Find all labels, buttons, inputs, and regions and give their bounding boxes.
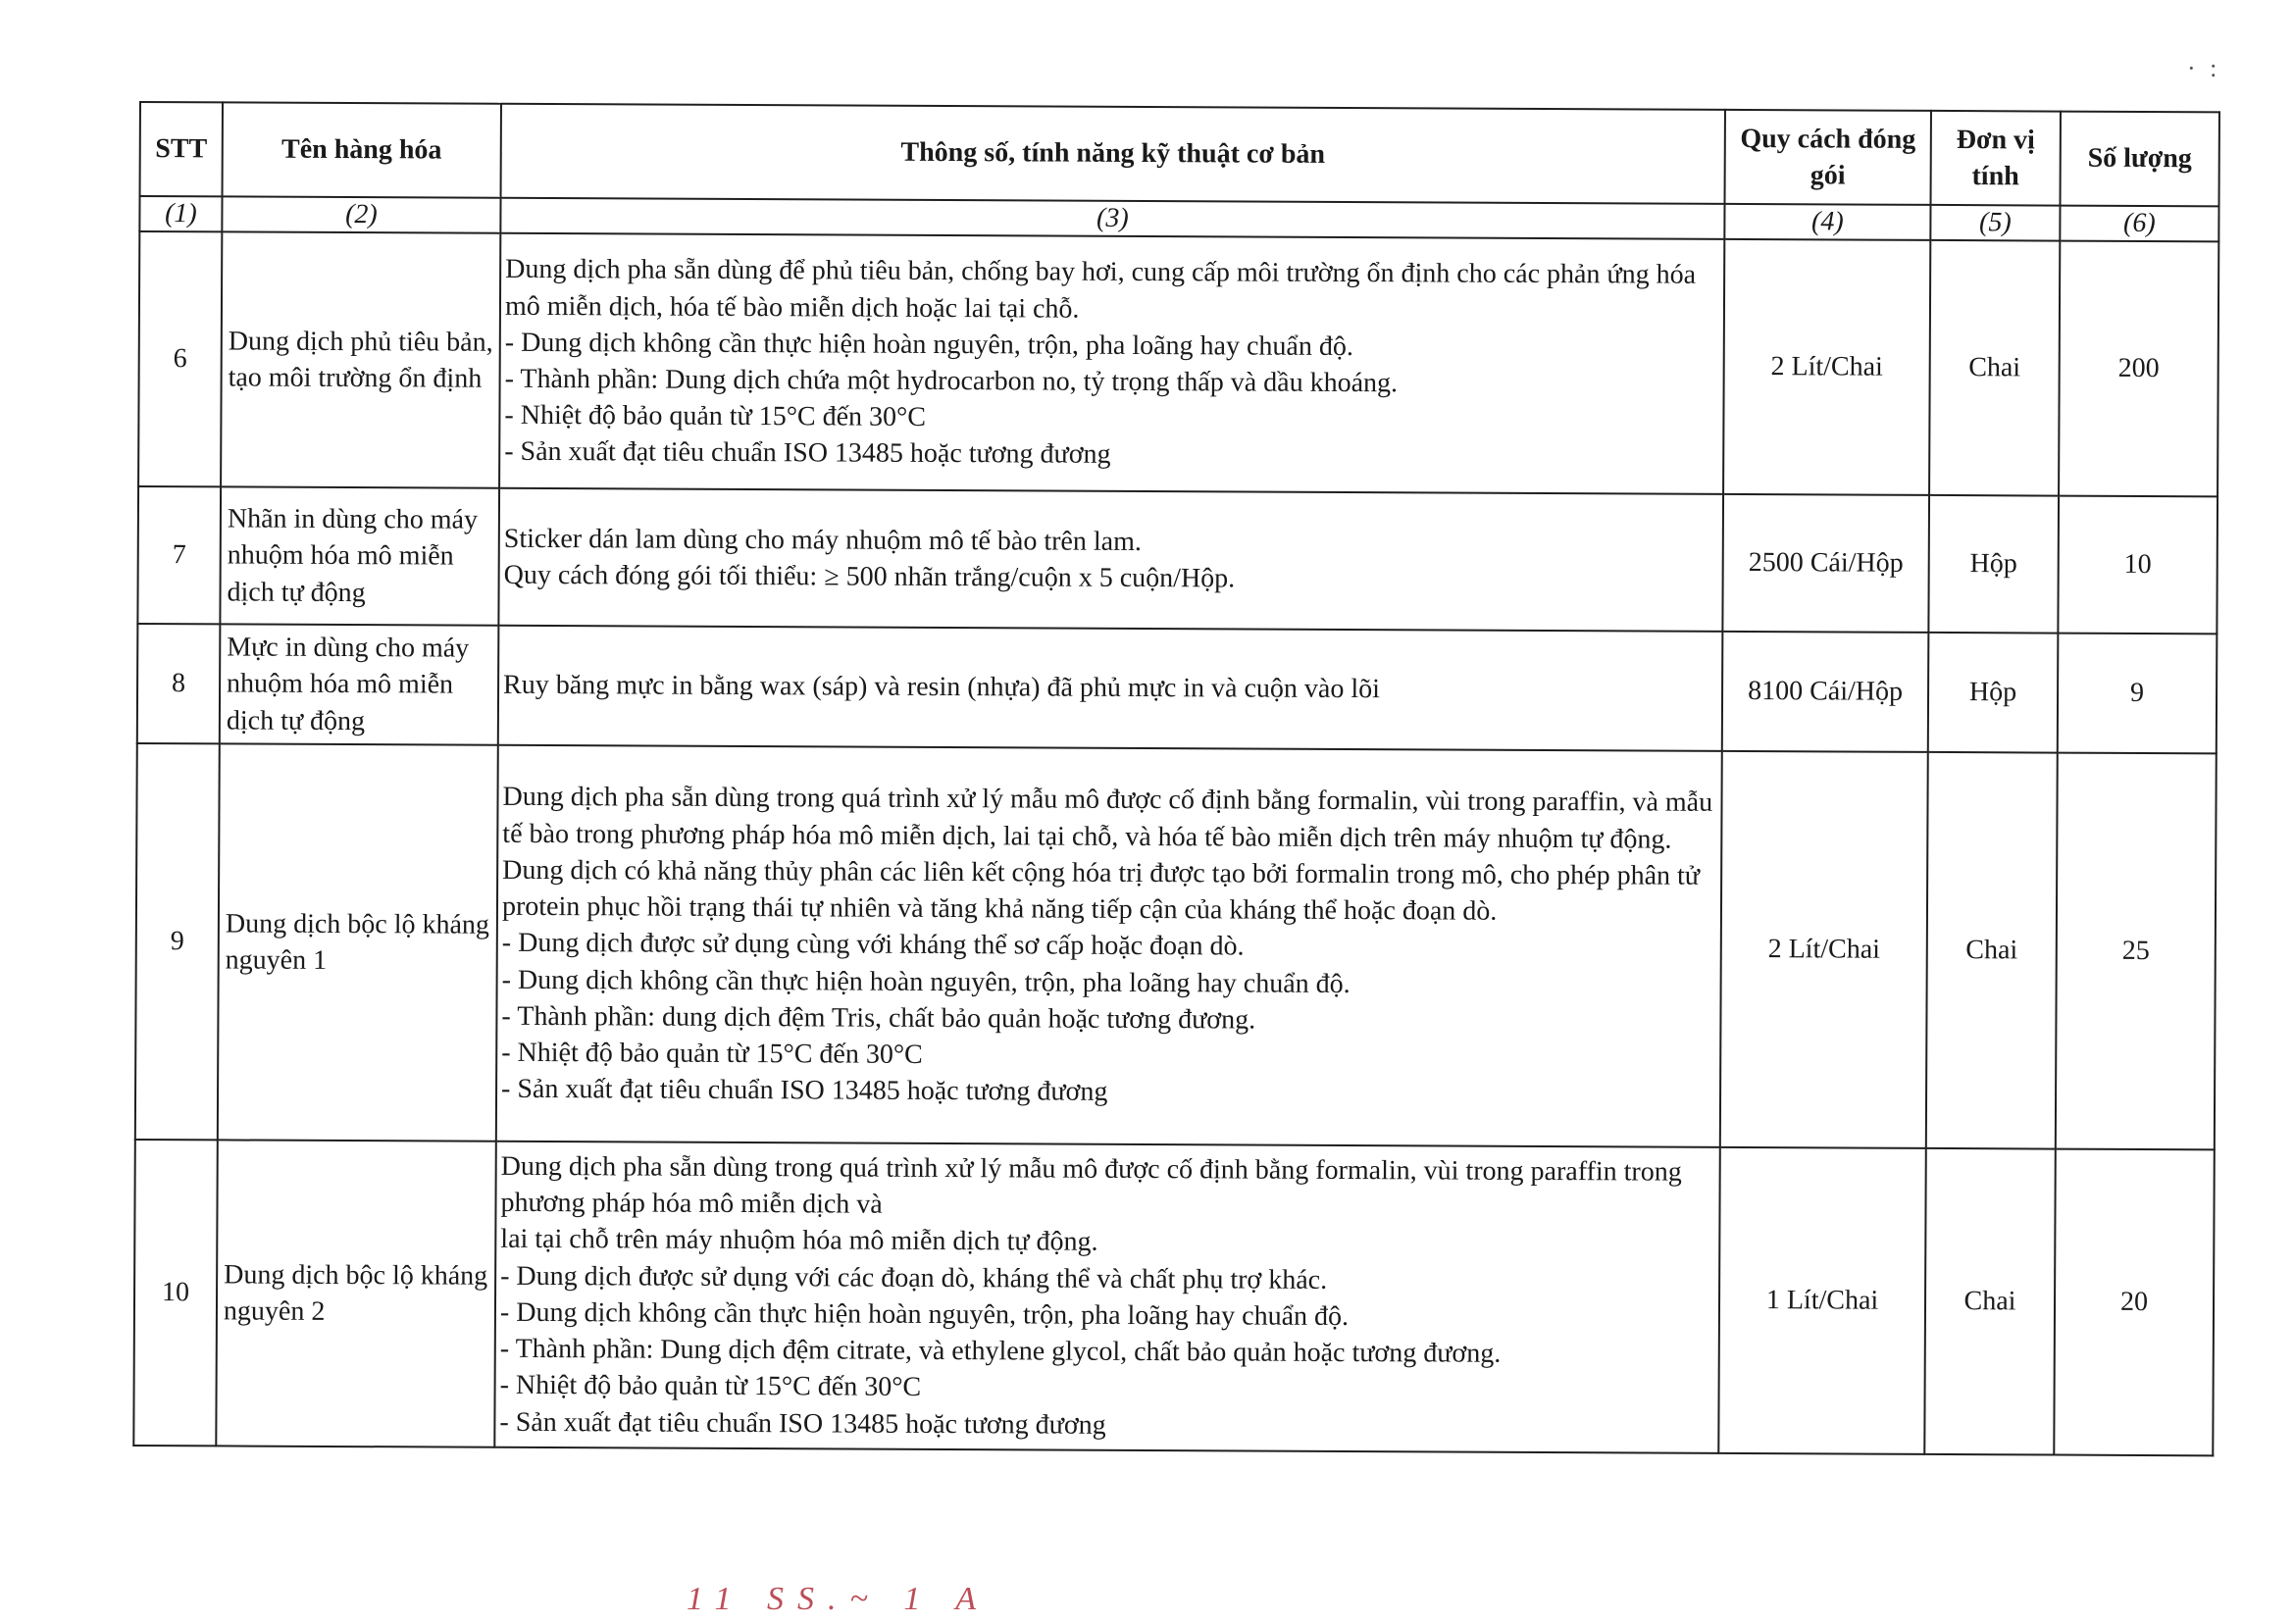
- row-pack: 2 Lít/Chai: [1723, 239, 1930, 495]
- table-row: [137, 624, 2218, 753]
- row-name: Dung dịch bộc lộ kháng nguyên 2: [216, 1140, 496, 1446]
- table-row: [137, 486, 2218, 634]
- spec-line: Dung dịch pha sẵn dùng để phủ tiêu bản, chống bay hơi, cung cấp môi trường ổn định cho các phản ứng hóa mô miễn dịch, hóa tế bào miễn dịch hoặc lai tại chỗ.: [504, 254, 1697, 325]
- col-number: (6): [2060, 206, 2218, 242]
- row-unit: Hộp: [1928, 495, 2059, 634]
- spec-line: - Dung dịch không cần thực hiện hoàn nguyên, trộn, pha loãng hay chuẩn độ.: [504, 327, 1353, 362]
- spec-line: - Thành phần: Dung dịch chứa một hydrocarbon no, tỷ trọng thấp và dầu khoáng.: [504, 363, 1399, 399]
- header-pack: Quy cách đóng gói: [1725, 110, 1931, 205]
- row-stt: 7: [137, 486, 221, 624]
- row-stt: 6: [138, 231, 222, 486]
- page-corner-mark: · :: [2187, 54, 2221, 82]
- row-name: Mực in dùng cho máy nhuộm hóa mô miễn dịch tự động: [220, 624, 499, 744]
- header-qty: Số lượng: [2061, 112, 2219, 207]
- table-row: [133, 1140, 2214, 1455]
- table-row: [138, 231, 2218, 496]
- row-name: Nhãn in dùng cho máy nhuộm hóa mô miễn dịch tự động: [220, 486, 499, 625]
- col-number: (2): [222, 196, 500, 232]
- header-spec: Thông số, tính năng kỹ thuật cơ bản: [501, 104, 1725, 204]
- row-spec: [498, 626, 1723, 751]
- spec-table: [132, 101, 2220, 1456]
- row-spec: [496, 745, 1722, 1147]
- spec-line: - Thành phần: dung dịch đệm Tris, chất bảo quản hoặc tương đương.: [501, 1000, 1256, 1036]
- header-stt: STT: [140, 102, 223, 196]
- spec-line: - Nhiệt độ bảo quản từ 15°C đến 30°C: [504, 400, 927, 433]
- row-stt: 10: [133, 1140, 218, 1446]
- spec-line: Ruy băng mực in bằng wax (sáp) và resin (nhựa) đã phủ mực in và cuộn vào lõi: [503, 670, 1381, 705]
- row-stt: 9: [135, 743, 220, 1140]
- row-pack: 8100 Cái/Hộp: [1722, 632, 1929, 752]
- col-number: (4): [1724, 204, 1930, 240]
- row-spec: [498, 488, 1723, 632]
- header-unit: Đơn vị tính: [1931, 111, 2061, 206]
- row-qty: 9: [2058, 634, 2218, 754]
- spec-line: - Sản xuất đạt tiêu chuẩn ISO 13485 hoặc tương đương: [504, 436, 1111, 471]
- header-row: [140, 102, 2219, 206]
- spec-line: - Dung dịch không cần thực hiện hoàn nguyên, trộn, pha loãng hay chuẩn độ.: [499, 1296, 1350, 1332]
- spec-line: - Dung dịch được sử dụng cùng với kháng thể sơ cấp hoặc đoạn dò.: [501, 928, 1245, 962]
- row-qty: 25: [2056, 753, 2217, 1150]
- spec-line: - Thành phần: Dung dịch đệm citrate, và ethylene glycol, chất bảo quản hoặc tương đương.: [499, 1333, 1502, 1369]
- spec-line: Dung dịch pha sẵn dùng trong quá trình xử lý mẫu mô được cố định bằng formalin, vùi trong paraffin trong phương pháp hóa mô miễn dịch và: [500, 1150, 1682, 1220]
- row-pack: 2 Lít/Chai: [1720, 751, 1928, 1148]
- spec-line: Sticker dán lam dùng cho máy nhuộm mô tế bào trên lam.: [503, 523, 1142, 557]
- spec-line: Dung dịch pha sẵn dùng trong quá trình xử lý mẫu mô được cố định bằng formalin, vùi trong paraffin, và mẫu tế bào trong phương pháp hóa mô miễn dịch, lai tại chỗ, và hóa tế bào miễn dịch trên máy nhuộm tự động. Dung dịch có khả năng thủy phân các liên kết cộng hóa trị được tạo bởi formalin trong mô, cho phép phân tử protein phục hồi trạng thái tự nhiên và tăng khả năng tiếp cận của kháng thể hoặc đoạn dò.: [501, 782, 1713, 927]
- row-qty: 200: [2059, 241, 2218, 497]
- spec-line: - Nhiệt độ bảo quản từ 15°C đến 30°C: [499, 1370, 922, 1403]
- row-qty: 20: [2054, 1149, 2215, 1456]
- spec-line: Quy cách đóng gói tối thiểu: ≥ 500 nhãn trắng/cuộn x 5 cuộn/Hộp.: [503, 559, 1236, 594]
- col-number: (5): [1930, 205, 2060, 241]
- spec-line: - Dung dịch không cần thực hiện hoàn nguyên, trộn, pha loãng hay chuẩn độ.: [501, 964, 1351, 999]
- row-stt: 8: [137, 624, 221, 743]
- row-qty: 10: [2058, 496, 2218, 634]
- col-number: (3): [500, 198, 1724, 239]
- row-pack: 1 Lít/Chai: [1718, 1147, 1926, 1454]
- row-spec: [494, 1142, 1720, 1453]
- row-pack: 2500 Cái/Hộp: [1722, 494, 1929, 633]
- col-number: (1): [139, 196, 222, 231]
- spec-line: lai tại chỗ trên máy nhuộm hóa mô miễn dịch tự động.: [500, 1224, 1098, 1258]
- page-stamp: 11 SS.~ 1 A: [687, 1581, 991, 1617]
- spec-line: - Dung dịch được sử dụng với các đoạn dò, kháng thể và chất phụ trợ khác.: [500, 1260, 1328, 1295]
- row-unit: Hộp: [1928, 633, 2059, 753]
- spec-line: - Sản xuất đạt tiêu chuẩn ISO 13485 hoặc tương đương: [499, 1406, 1106, 1441]
- spec-line: - Nhiệt độ bảo quản từ 15°C đến 30°C: [501, 1037, 923, 1070]
- row-name: Dung dịch phủ tiêu bản, tạo môi trường ổn định: [221, 231, 500, 487]
- row-name: Dung dịch bộc lộ kháng nguyên 1: [218, 743, 498, 1141]
- row-unit: Chai: [1926, 752, 2058, 1149]
- row-spec: [499, 233, 1724, 494]
- header-name: Tên hàng hóa: [223, 102, 501, 197]
- table-row: [135, 743, 2217, 1149]
- spec-line: - Sản xuất đạt tiêu chuẩn ISO 13485 hoặc tương đương: [501, 1074, 1108, 1108]
- row-unit: Chai: [1924, 1148, 2056, 1455]
- row-unit: Chai: [1929, 240, 2060, 496]
